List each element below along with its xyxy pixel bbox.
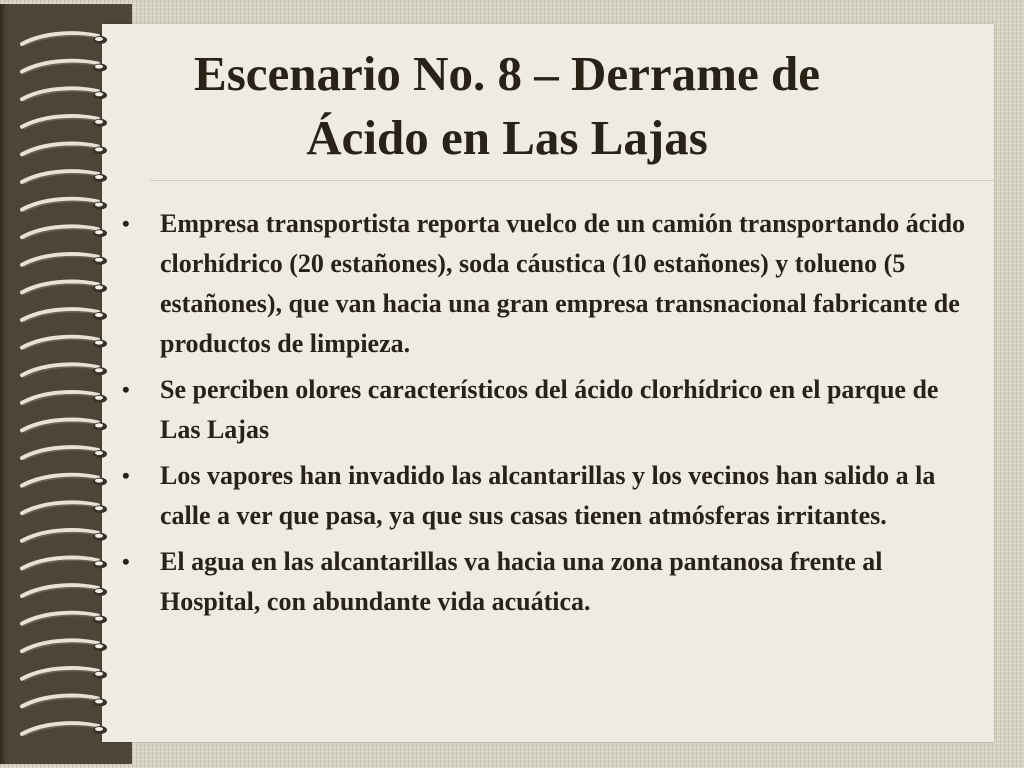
bullet-text: Los vapores han invadido las alcantarillas y los vecinos han salido a la calle a ver que pasa, ya que sus casas tienen atmósferas irritantes. xyxy=(160,461,936,530)
slide-title-line-1: Escenario No. 8 – Derrame de xyxy=(194,46,820,101)
bullet-item xyxy=(118,456,980,536)
bullet-icon: • xyxy=(122,549,130,574)
bullet-icon: • xyxy=(122,211,130,236)
slide-title xyxy=(102,42,912,170)
bullet-list xyxy=(118,204,980,628)
bullet-text: El agua en las alcantarillas va hacia una zona pantanosa frente al Hospital, con abundante vida acuática. xyxy=(160,547,883,616)
binder-shadow xyxy=(0,4,6,764)
bullet-item xyxy=(118,542,980,622)
title-divider xyxy=(150,180,1000,181)
bullet-item xyxy=(118,204,980,364)
bullet-text: Se perciben olores característicos del ácido clorhídrico en el parque de Las Lajas xyxy=(160,375,939,444)
bullet-item xyxy=(118,370,980,450)
bullet-text: Empresa transportista reporta vuelco de un camión transportando ácido clorhídrico (20 estañones), soda cáustica (10 estañones) y tolueno (5 estañones), que van hacia una gran empresa transnacional fabricante de productos de limpieza. xyxy=(160,209,966,358)
bullet-icon: • xyxy=(122,377,130,402)
slide-title-line-2: Ácido en Las Lajas xyxy=(306,110,708,165)
bullet-icon: • xyxy=(122,463,130,488)
